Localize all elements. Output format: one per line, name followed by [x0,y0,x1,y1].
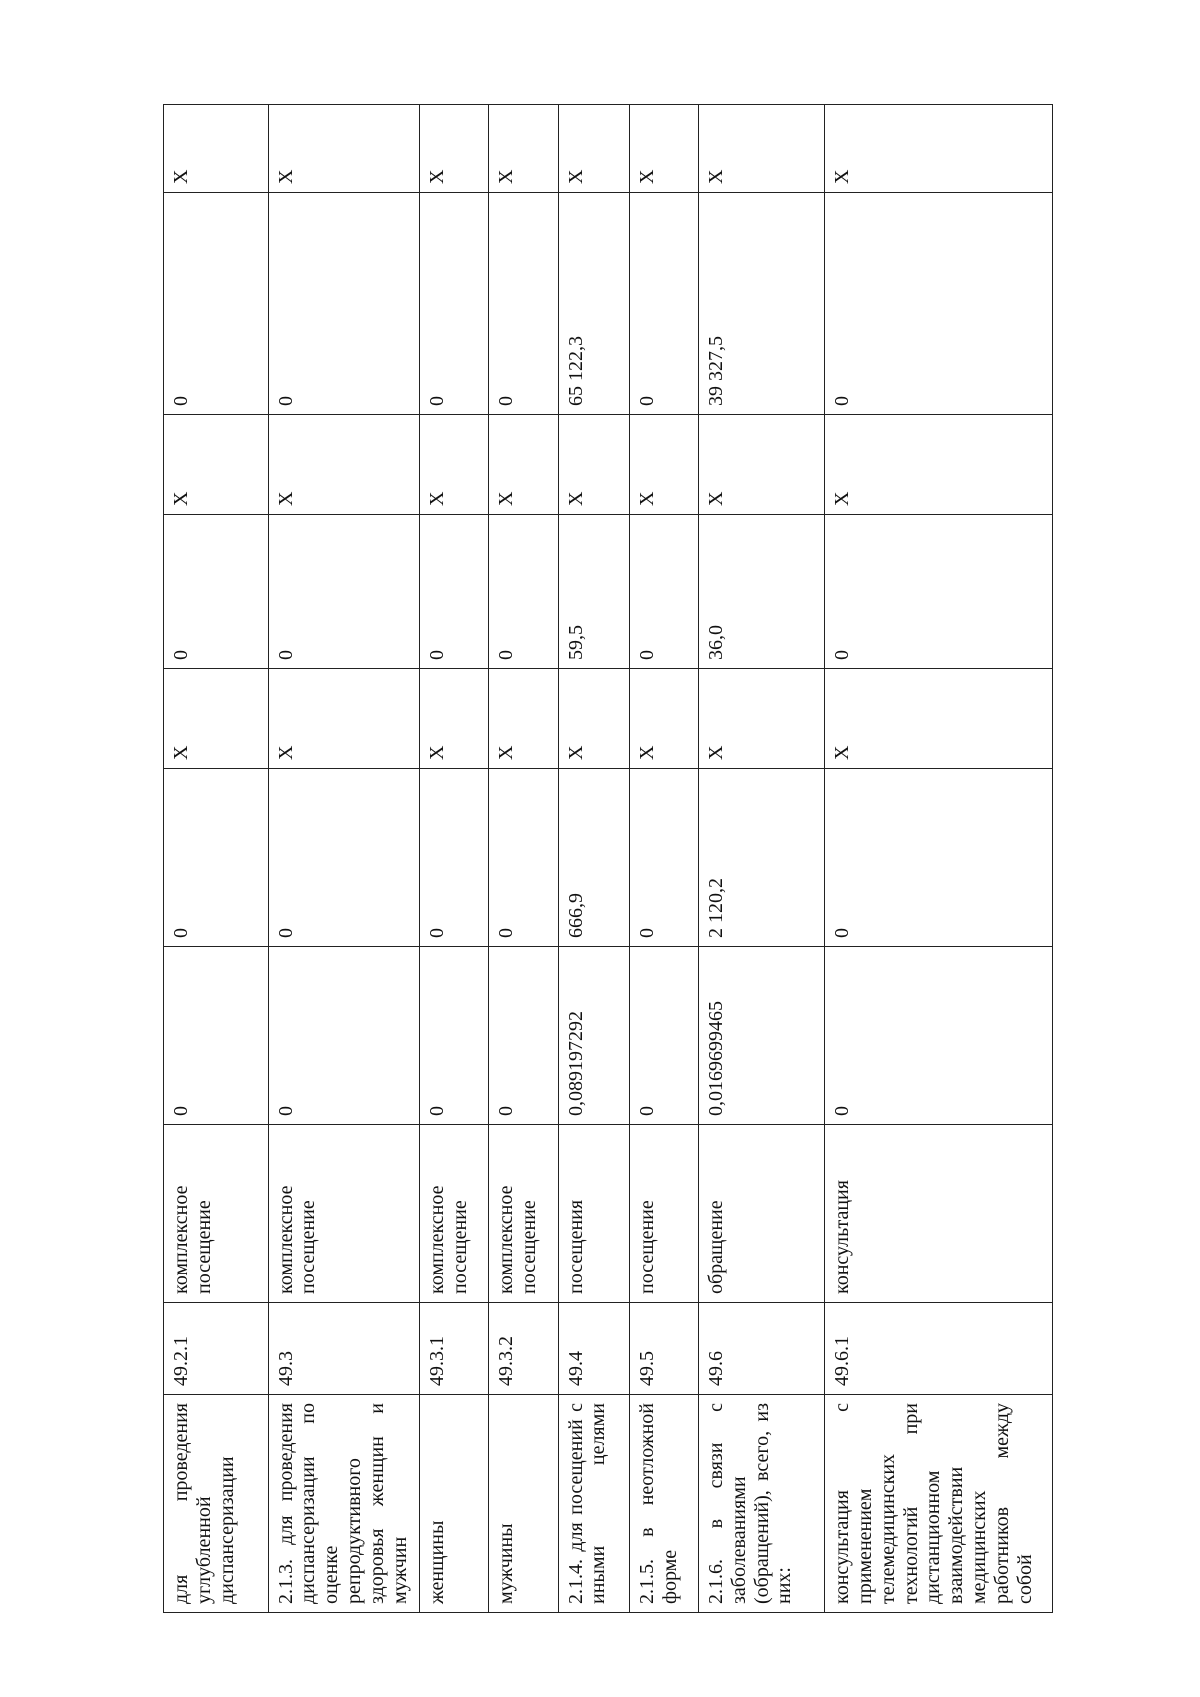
cell-col1: 0 [488,947,558,1125]
cell-col3: X [699,669,825,769]
rotated-table-wrapper [163,105,1053,1613]
table-row [268,105,420,1613]
cell-col2: 0 [488,769,558,947]
table-row [630,105,699,1613]
cell-col3: X [825,669,1053,769]
cell-col4: 0 [488,515,558,669]
cell-col5: X [825,415,1053,515]
table-row [699,105,825,1613]
row-number: 49.5 [630,1303,699,1395]
cell-col7: X [164,105,269,193]
cell-col3: X [268,669,420,769]
cell-col2: 0 [420,769,489,947]
row-name: женщины [420,1395,489,1613]
cell-col2: 0 [825,769,1053,947]
cell-col6: 65 122,3 [558,193,630,415]
row-name: 2.1.4. для посещений с иными целями [558,1395,630,1613]
cell-col5: X [420,415,489,515]
row-unit: комплексное посещение [488,1125,558,1303]
cell-col7: X [825,105,1053,193]
row-number: 49.3.2 [488,1303,558,1395]
cell-col7: X [630,105,699,193]
row-unit: комплексное посещение [164,1125,269,1303]
row-number: 49.2.1 [164,1303,269,1395]
table-row [558,105,630,1613]
cell-col7: X [268,105,420,193]
cell-col7: X [488,105,558,193]
cell-col2: 2 120,2 [699,769,825,947]
row-name: 2.1.6. в связи с заболеваниями (обращений), всего, из них: [699,1395,825,1613]
row-number: 49.6.1 [825,1303,1053,1395]
table-row [420,105,489,1613]
cell-col4: 59,5 [558,515,630,669]
row-number: 49.4 [558,1303,630,1395]
cell-col6: 0 [825,193,1053,415]
cell-col1: 0,0169699465 [699,947,825,1125]
cell-col6: 0 [164,193,269,415]
table-row [488,105,558,1613]
cell-col6: 0 [268,193,420,415]
row-number: 49.3 [268,1303,420,1395]
data-table [163,104,1053,1613]
cell-col6: 0 [420,193,489,415]
cell-col3: X [558,669,630,769]
cell-col4: 0 [630,515,699,669]
cell-col1: 0 [630,947,699,1125]
cell-col5: X [268,415,420,515]
cell-col7: X [699,105,825,193]
cell-col1: 0 [268,947,420,1125]
row-name: 2.1.3. для проведения диспансеризации по оценке репродуктивного здоровья женщин и мужчин [268,1395,420,1613]
cell-col4: 0 [825,515,1053,669]
cell-col7: X [558,105,630,193]
cell-col4: 0 [164,515,269,669]
cell-col6: 0 [630,193,699,415]
cell-col2: 666,9 [558,769,630,947]
row-unit: комплексное посещение [268,1125,420,1303]
table-row [164,105,269,1613]
row-unit: комплексное посещение [420,1125,489,1303]
cell-col2: 0 [164,769,269,947]
cell-col4: 36,0 [699,515,825,669]
row-name: мужчины [488,1395,558,1613]
row-name: 2.1.5. в неотложной форме [630,1395,699,1613]
cell-col1: 0,089197292 [558,947,630,1125]
cell-col1: 0 [164,947,269,1125]
row-unit: консультация [825,1125,1053,1303]
cell-col4: 0 [268,515,420,669]
row-unit: обращение [699,1125,825,1303]
cell-col6: 39 327,5 [699,193,825,415]
row-unit: посещения [558,1125,630,1303]
cell-col2: 0 [630,769,699,947]
row-name: консультация с применением телемедицинских технологий при дистанционном взаимодействии медицинских работников между собой [825,1395,1053,1613]
cell-col5: X [558,415,630,515]
cell-col6: 0 [488,193,558,415]
cell-col7: X [420,105,489,193]
cell-col5: X [164,415,269,515]
cell-col3: X [630,669,699,769]
cell-col3: X [420,669,489,769]
cell-col3: X [164,669,269,769]
cell-col5: X [630,415,699,515]
cell-col5: X [488,415,558,515]
row-number: 49.6 [699,1303,825,1395]
row-number: 49.3.1 [420,1303,489,1395]
cell-col2: 0 [268,769,420,947]
row-name: для проведения углубленной диспансеризации [164,1395,269,1613]
cell-col3: X [488,669,558,769]
cell-col4: 0 [420,515,489,669]
cell-col5: X [699,415,825,515]
row-unit: посещение [630,1125,699,1303]
table-row [825,105,1053,1613]
cell-col1: 0 [825,947,1053,1125]
cell-col1: 0 [420,947,489,1125]
